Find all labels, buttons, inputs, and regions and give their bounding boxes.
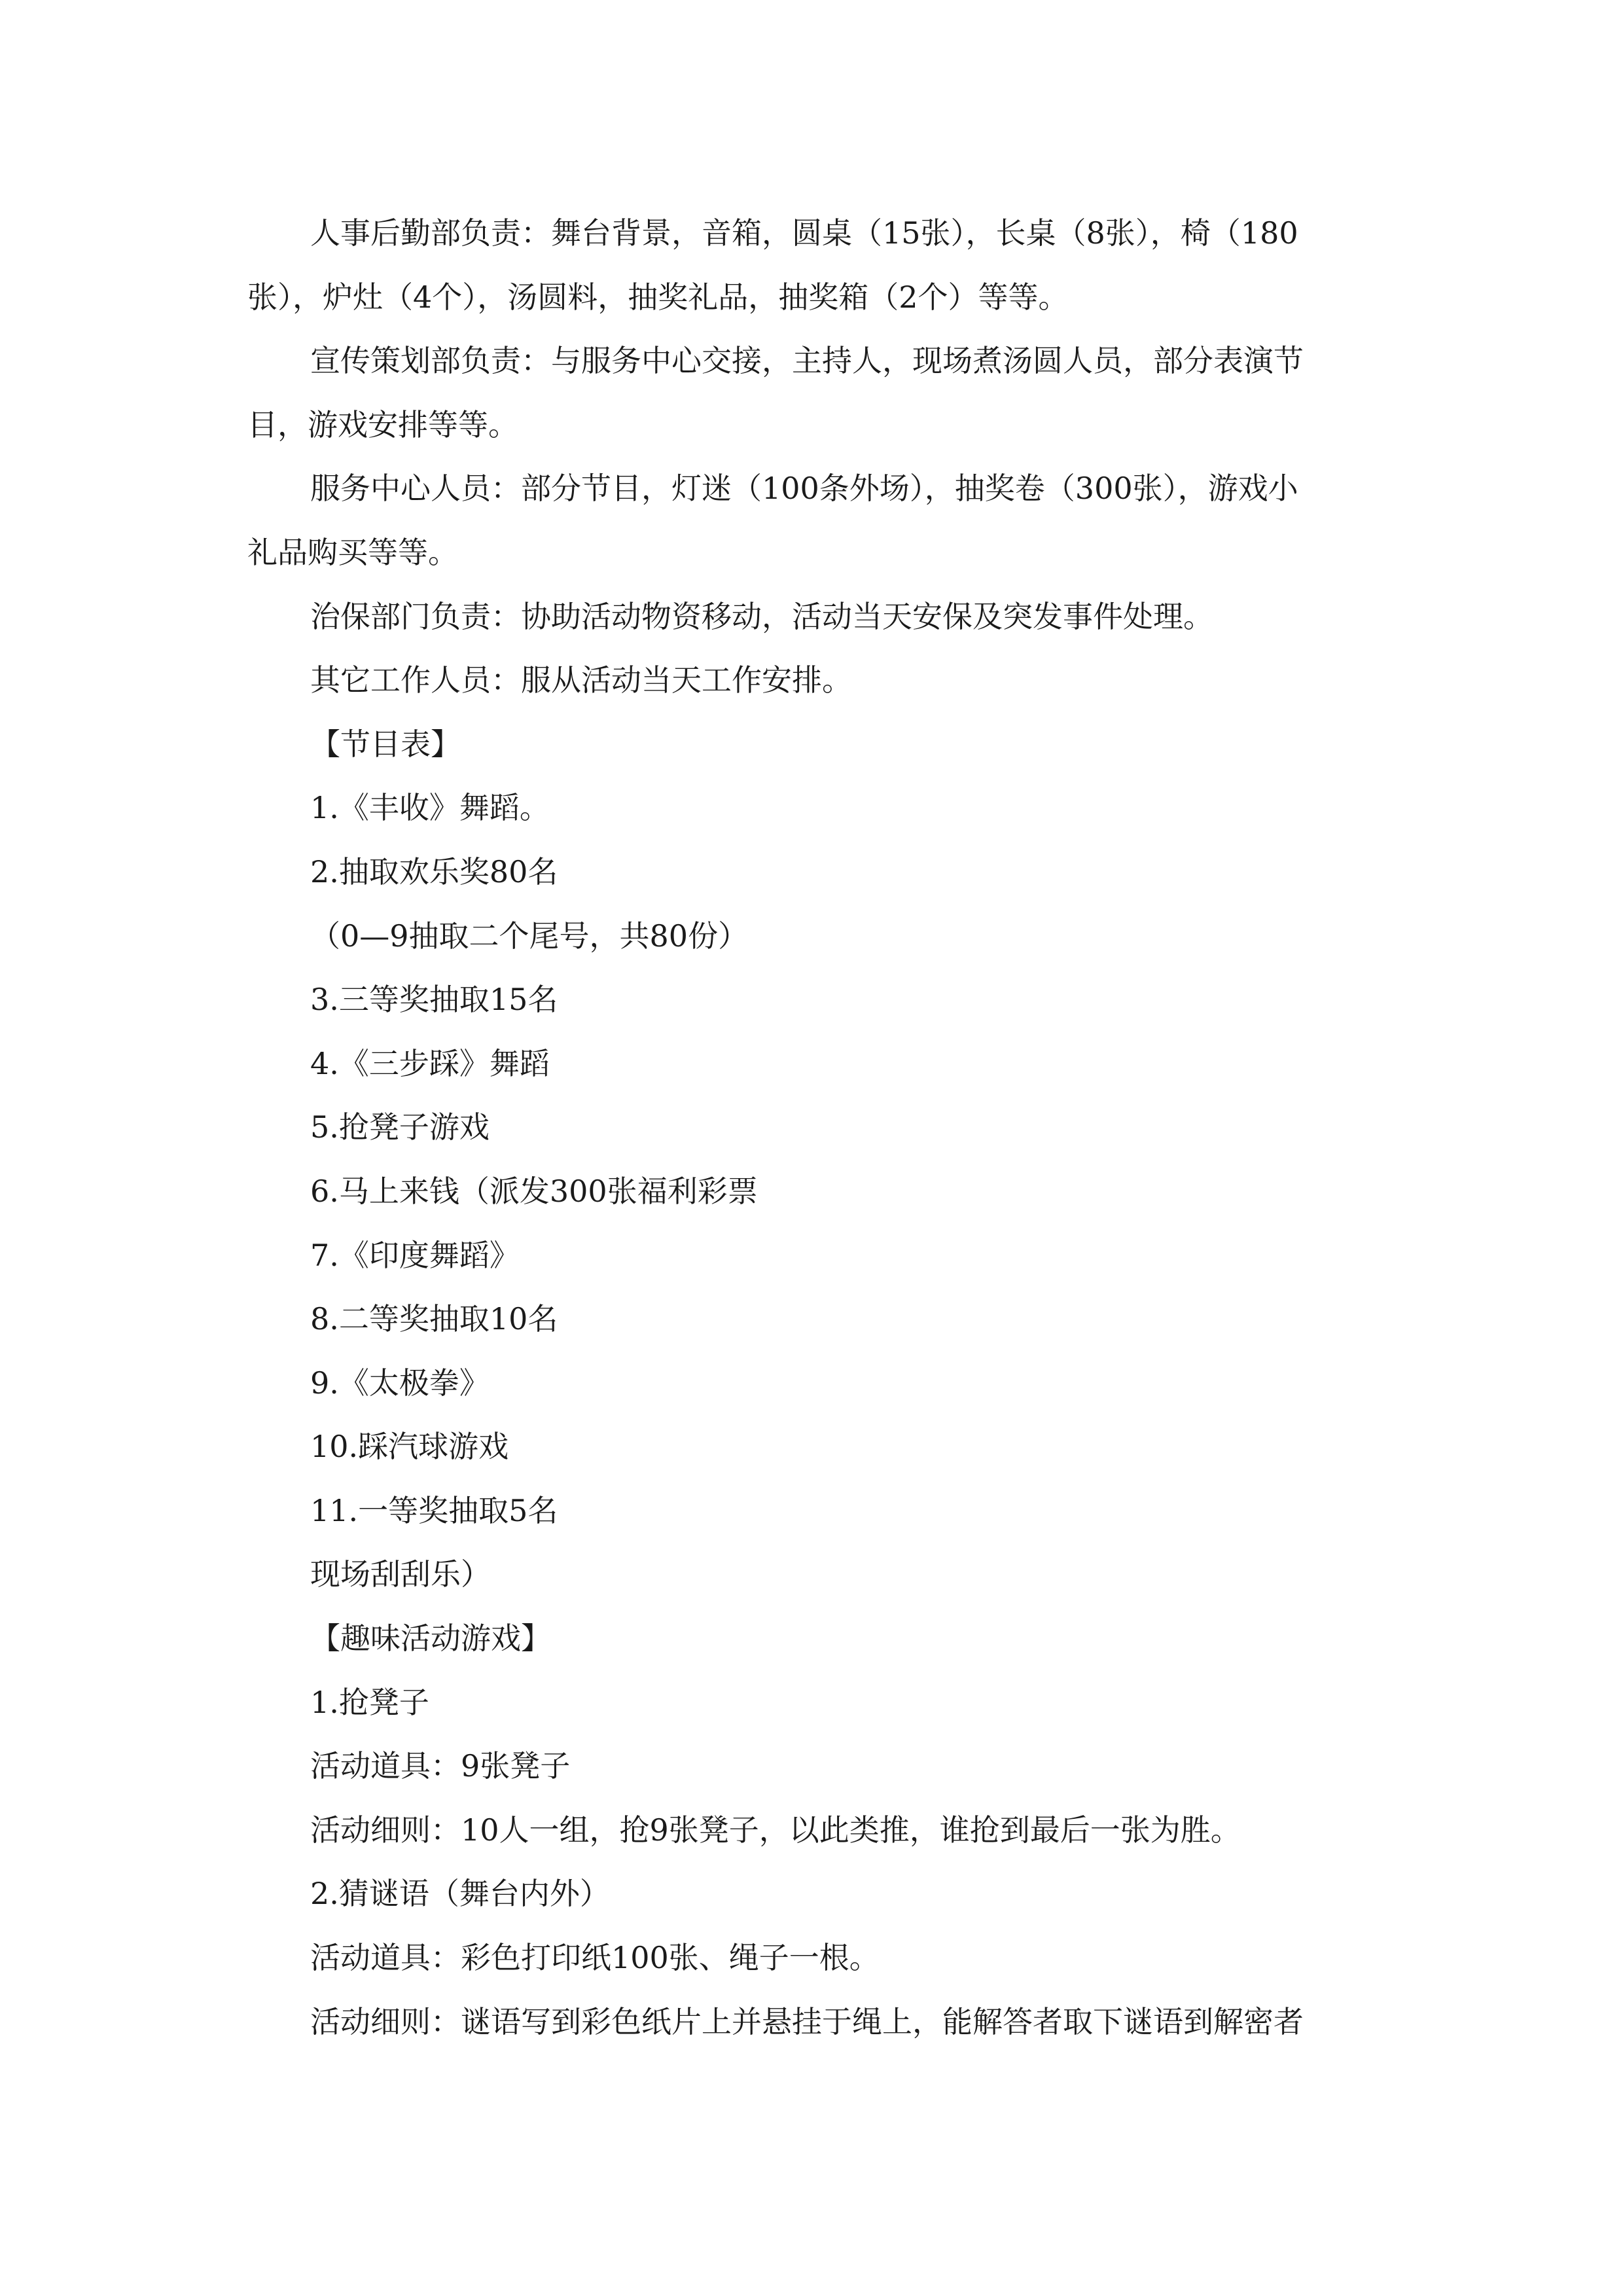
text-line: 活动道具：9张凳子 xyxy=(310,1748,571,1784)
document-body xyxy=(247,202,1376,2054)
text-line: 3.三等奖抽取15名 xyxy=(310,982,558,1018)
text-line: 【趣味活动游戏】 xyxy=(310,1621,551,1657)
text-line: 1.抢凳子 xyxy=(310,1684,429,1720)
text-line: 7.《印度舞蹈》 xyxy=(310,1237,520,1273)
text-line: 4.《三步踩》舞蹈 xyxy=(310,1045,550,1081)
text-line: 【节目表】 xyxy=(310,726,461,762)
text-line: 治保部门负责：协助活动物资移动，活动当天安保及突发事件处理。 xyxy=(310,598,1213,634)
text-line: 8.二等奖抽取10名 xyxy=(310,1301,558,1337)
text-line: 活动道具：彩色打印纸100张、绳子一根。 xyxy=(310,1940,880,1976)
text-line: 2.抽取欢乐奖80名 xyxy=(310,853,558,889)
text-line: 11.一等奖抽取5名 xyxy=(310,1492,558,1528)
text-line: 礼品购买等等。 xyxy=(247,534,458,570)
text-line: 人事后勤部负责：舞台背景，音箱，圆桌（15张），长桌（8张），椅（180 xyxy=(310,215,1298,251)
text-line: 10.踩汽球游戏 xyxy=(310,1429,509,1465)
text-line: 活动细则：10人一组，抢9张凳子，以此类推，谁抢到最后一张为胜。 xyxy=(310,1812,1241,1848)
text-line: 活动细则：谜语写到彩色纸片上并悬挂于绳上，能解答者取下谜语到解密者 xyxy=(310,2003,1304,2039)
text-line: 其它工作人员：服从活动当天工作安排。 xyxy=(310,662,852,698)
text-line: 张），炉灶（4个），汤圆料，抽奖礼品，抽奖箱（2个）等等。 xyxy=(247,279,1069,315)
text-line: 服务中心人员：部分节目，灯迷（100条外场），抽奖卷（300张），游戏小 xyxy=(310,471,1298,507)
text-line: 宣传策划部负责：与服务中心交接，主持人，现场煮汤圆人员，部分表演节 xyxy=(310,343,1304,379)
text-line: 目，游戏安排等等。 xyxy=(247,406,518,442)
text-line: 9.《太极拳》 xyxy=(310,1365,490,1401)
text-line: 5.抢凳子游戏 xyxy=(310,1109,490,1145)
text-line: （0—9抽取二个尾号，共80份） xyxy=(310,918,749,954)
text-line: 1.《丰收》舞蹈。 xyxy=(310,790,550,826)
text-line: 2.猜谜语（舞台内外） xyxy=(310,1876,610,1912)
text-line: 现场刮刮乐） xyxy=(310,1556,491,1592)
text-line: 6.马上来钱（派发300张福利彩票 xyxy=(310,1173,758,1209)
